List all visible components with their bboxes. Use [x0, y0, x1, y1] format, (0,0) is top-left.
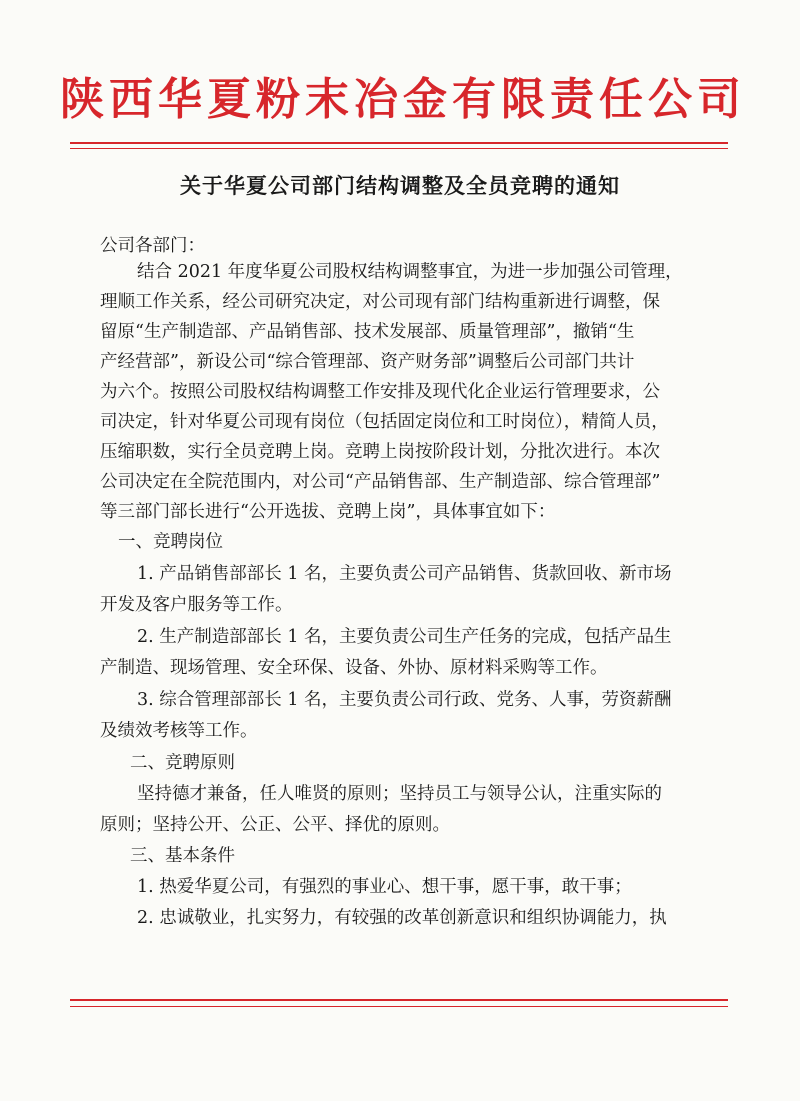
- body-line: 2. 忠诚敬业，扎实努力，有较强的改革创新意识和组织协调能力，执: [137, 908, 667, 928]
- body-line: 及绩效考核等工作。: [100, 721, 258, 741]
- body-line: 公司决定在全院范围内，对公司“产品销售部、生产制造部、综合管理部”: [100, 472, 661, 492]
- body-line: 结合 2021 年度华夏公司股权结构调整事宜，为进一步加强公司管理，: [137, 262, 683, 282]
- salutation: 公司各部门：: [100, 236, 205, 256]
- footer-rule-thick: [70, 999, 728, 1001]
- body-line: 原则；坚持公开、公正、公平、择优的原则。: [100, 815, 450, 835]
- body-line: 为六个。按照公司股权结构调整工作安排及现代化企业运行管理要求，公: [100, 382, 660, 402]
- body-line: 等三部门部长进行“公开选拔、竞聘上岗”，具体事宜如下：: [100, 502, 556, 522]
- body-line: 留原“生产制造部、产品销售部、技术发展部、质量管理部”，撤销“生: [100, 322, 635, 342]
- body-line: 理顺工作关系，经公司研究决定，对公司现有部门结构重新进行调整，保: [100, 292, 660, 312]
- section-heading: 一、竞聘岗位: [118, 532, 223, 552]
- body-line: 1. 热爱华夏公司，有强烈的事业心、想干事，愿干事，敢干事；: [137, 877, 632, 897]
- body-line: 1. 产品销售部部长 1 名，主要负责公司产品销售、货款回收、新市场: [137, 564, 672, 584]
- body-line: 2. 生产制造部部长 1 名，主要负责公司生产任务的完成，包括产品生: [137, 627, 672, 647]
- body-line: 开发及客户服务等工作。: [100, 595, 293, 615]
- body-line: 司决定，针对华夏公司现有岗位（包括固定岗位和工时岗位），精简人员，: [100, 412, 669, 432]
- body-line: 产制造、现场管理、安全环保、设备、外协、原材料采购等工作。: [100, 658, 608, 678]
- notice-title: 关于华夏公司部门结构调整及全员竞聘的通知: [180, 173, 620, 198]
- letterhead-rule-thick: [70, 142, 728, 144]
- letterhead-rule-thin: [70, 148, 728, 149]
- section-heading: 二、竞聘原则: [130, 753, 235, 773]
- body-line: 坚持德才兼备，任人唯贤的原则；坚持员工与领导公认，注重实际的: [137, 784, 662, 804]
- body-line: 产经营部”，新设公司“综合管理部、资产财务部”调整后公司部门共计: [100, 352, 635, 372]
- section-heading: 三、基本条件: [130, 846, 235, 866]
- body-line: 压缩职数，实行全员竞聘上岗。竞聘上岗按阶段计划，分批次进行。本次: [100, 442, 660, 462]
- body-line: 3. 综合管理部部长 1 名，主要负责公司行政、党务、人事，劳资薪酬: [137, 690, 672, 710]
- letterhead-company-name: 陕西华夏粉末冶金有限责任公司: [60, 74, 746, 125]
- footer-rule-thin: [70, 1006, 728, 1007]
